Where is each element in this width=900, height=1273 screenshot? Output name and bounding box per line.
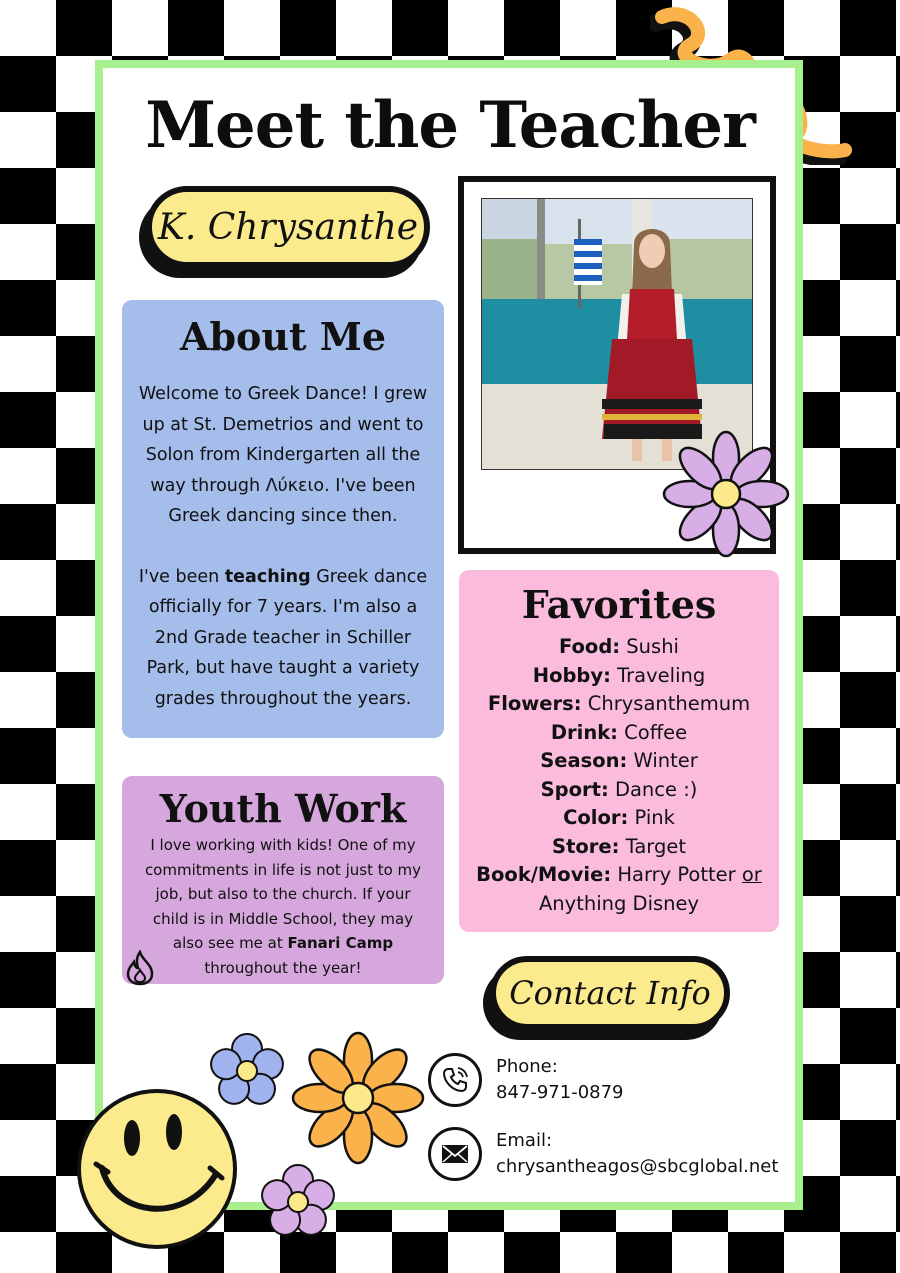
favorites-section (459, 570, 779, 932)
youth-work-text: I love working with kids! One of my commitments in life is not just to my job, but also to the church. If your child is in Middle School, they may also see me at Fanari Camp throughout the year! (144, 836, 422, 977)
about-me-section (122, 300, 444, 738)
page-title: Meet the Teacher (145, 88, 755, 163)
teacher-name-badge: K. Chrysanthe (146, 186, 430, 268)
favorite-item: Color: Pink (563, 806, 675, 829)
about-me-heading: About Me (179, 314, 387, 359)
favorites-list (459, 633, 779, 918)
flower-icon (256, 1160, 340, 1244)
favorite-item: Hobby: Traveling (532, 663, 706, 687)
favorite-item-book-movie: Book/Movie: Harry Potter or Anything Disney (476, 863, 762, 915)
about-paragraph-1: Welcome to Greek Dance! I grew up at St. Demetrios and went to Solon from Kindergarten all the way through Λύκειο. I've been Greek dancing since then. (138, 384, 428, 526)
smiley-icon (74, 1086, 240, 1252)
mail-icon (428, 1127, 482, 1181)
phone-label: Phone: (496, 1056, 558, 1077)
favorite-item: Store: Target (552, 834, 686, 858)
email-label: Email: (496, 1130, 553, 1151)
about-emphasis: teaching (224, 566, 311, 587)
favorite-item: Flowers: Chrysanthemum (487, 692, 751, 715)
youth-emphasis: Fanari Camp (287, 934, 394, 952)
favorites-heading: Favorites (521, 582, 717, 627)
favorite-item: Food: Sushi (559, 635, 679, 658)
phone-number[interactable]: 847-971-0879 (496, 1082, 624, 1103)
flower-icon (290, 1030, 426, 1166)
phone-icon (428, 1053, 482, 1107)
youth-work-heading: Youth Work (159, 786, 407, 831)
email-address[interactable]: chrysantheagos@sbcglobal.net (496, 1156, 779, 1177)
contact-info-badge: Contact Info (490, 956, 730, 1030)
about-paragraph-2: I've been teaching Greek dance officially for 7 years. I'm also a 2nd Grade teacher in Schiller Park, but have taught a variety grades throughout the years. (138, 566, 428, 709)
fire-icon (124, 950, 156, 986)
youth-work-section (122, 776, 444, 984)
favorite-item: Season: Winter (540, 749, 698, 772)
favorite-item: Drink: Coffee (550, 720, 688, 744)
flower-icon (660, 428, 792, 560)
email-row (428, 1127, 778, 1181)
phone-row (428, 1053, 624, 1107)
favorite-item: Sport: Dance :) (540, 777, 698, 801)
